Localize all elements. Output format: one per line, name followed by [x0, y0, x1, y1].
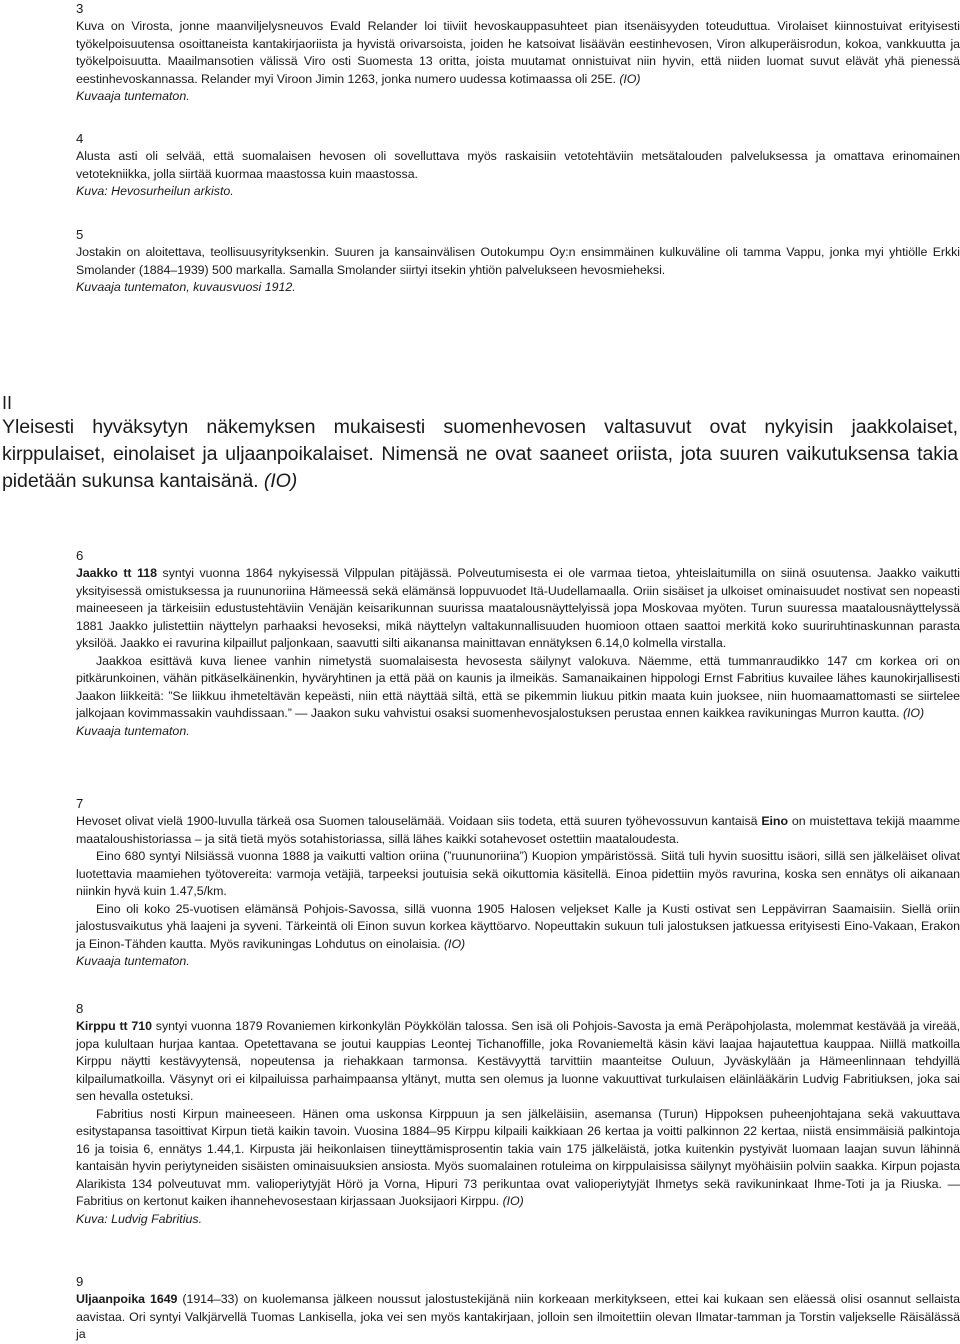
caption-text: Eino 680 syntyi Nilsiässä vuonna 1888 ja vaikutti valtion oriina (”ruununoriina”) Kuopion ympäristössä. Siitä tuli hyvin suosittu isäori, sillä sen jälkeläiset olivat luotettavia maamiehen työtovereita: varmoja vetäjiä, tarpeeksi joutuisia sekä oikuttomia käsitellä. Einoa pidettiin myös ravurina, koska sen ennätys oli aikanaan niinkin hyvä kuin 1.47,5/km.	[76, 849, 960, 898]
caption-text: Alusta asti oli selvää, että suomalaisen hevosen oli sovelluttava myös raskaisiin vetotehtäviin metsätalouden palveluksessa ja omattava erinomainen vetotekniikka, jolla siirtää kuormaa maastossa kuin maastossa.	[76, 149, 960, 181]
photo-credit: Kuvaaja tuntematon.	[76, 954, 190, 968]
caption-9	[76, 1273, 960, 1344]
caption-text: Jaakko tt 118 syntyi vuonna 1864 nykyisessä Vilppulan pitäjässä. Polveutumisesta ei ole varmaa tietoa, yhteislaitumilla on siinä osuutensa. Jaakko vaikutti yksityisessä omistuksessa ja ruununoriina Hämeessä sekä elämänsä loppuvuodet Itä-Uudellamaalla. Oriin sisäiset ja ulkoiset ominaisuudet nostivat sen nopeasti maineeseen ja tärkeisiin edustustehtäviin Venäjän keisarikunnan suurissa maatalousnäyttelyissä jopa Moskovaa myöten. Turun suuressa maatalousnäyttelyssä 1881 Jaakko julistettiin näyttelyn parhaaksi hevoseksi, mikä näyttelyn valtakunnallisuuden huomioon ottaen saattoi merkitä koko suuriruhtinaskunnan parasta yksilöä. Jaakko ei ravurina kilpaillut paljonkaan, saavutti silti aikanansa mainittavan ennätyksen 6.14,0 kolmella virstalla.	[76, 566, 960, 650]
author-initials: (IO)	[502, 1194, 524, 1208]
caption-number: 5	[76, 227, 84, 242]
author-initials: (IO)	[443, 936, 466, 951]
section-number: II	[2, 393, 13, 413]
caption-3	[76, 0, 960, 106]
caption-text: Jaakkoa esittävä kuva lienee vanhin nimetystä suomalaisesta hevosesta säilynyt valokuva. Näemme, että tummanraudikko 147 cm korkea ori on pitkärunkoinen, vähän pitkäselkäinenkin, hyväryhtinen ja että pää on kaunis ja ilmeikäs. Samanaikainen hippologi Ernst Fabritius kuvailee lähes kaunokirjallisesti Jaakon liikkeitä: ”Se liikkuu ihmeteltävän kepeästi, niin että näyttää siltä, että se pikemmin liukuu pitkin maata kuin juoksee, niin huomaamattomasti se siirtelee jalkojaan kovimmassakin vauhdissaan.” — Jaakon suku vahvistui osaksi suomenhevosjalostuksen perustaa ennen kaikkea ravikuningas Murron kautta. (IO)	[76, 653, 960, 720]
caption-number: 6	[76, 548, 84, 563]
caption-8	[76, 1000, 960, 1228]
caption-number: 3	[76, 1, 84, 16]
horse-name: Jaakko tt 118	[76, 566, 157, 580]
caption-text: Hevoset olivat vielä 1900-luvulla tärkeä osa Suomen talouselämää. Voidaan siis todeta, että suuren työhevossuvun kantaisä Eino on muistettava tekijä maamme maataloushistoriassa – ja sitä tietä myös sotahistoriassa, sillä lähes kaikki sotahevoset ostettiin maataloudesta.	[76, 814, 960, 846]
author-initials: (IO)	[902, 706, 925, 720]
caption-number: 8	[76, 1001, 84, 1016]
horse-name: Kirppu tt 710	[76, 1019, 152, 1033]
horse-name: Eino	[761, 814, 788, 828]
caption-text: Kuva on Virosta, jonne maanviljelysneuvos Evald Relander loi tiiviit hevoskauppasuhteet pian itsenäisyyden toteuduttua. Virolaiset kiinnostuivat erityisesti työkelpoisuutensa osoittaneista kantakirjaoriista ja hyvistä orivarsoista, joiden he katsoivat lisäävän eestinhevosen, Viron alkuperäisrodun, kokoa, vankkuutta ja työkelpoisuutta. Maailmansotien välissä Viro osti Suomesta 13 oritta, joista muutamat onnistuivat niin hyvin, että niiden luomat suvut elävät yhä pienessä eestinhevoskannassa. Relander myi Viroon Jimin 1263, jonka numero uudessa kotimaassa oli 25E. (IO)	[76, 19, 960, 86]
caption-number: 4	[76, 131, 84, 146]
author-initials: (IO)	[619, 71, 641, 86]
section-ii	[0, 392, 960, 495]
caption-text: Fabritius nosti Kirpun maineeseen. Hänen oma uskonsa Kirppuun ja sen jälkeläisiin, asemansa (Turun) Hippoksen puheenjohtajana sekä vakuuttava esitystapansa tasoittivat Kirpun tietä kaikin tavoin. Vuosina 1884–95 Kirppu kilpaili kaikkiaan 26 kertaa ja voitti palkinnon 22 kertaa, niistä ensimmäisiä palkintoja 16 ja toisia 6, ennätys 1.44,1. Kirpusta jäi heikonlaisen tiineyttämisprosentin takia vain 175 jälkeläistä, jotka kuitenkin pystyivät luomaan laajan suvun lähinnä kantaisän hyvin periytyneiden sisäisten ominaisuuksien ansiosta. Myös suomalainen rotuleima on kirppulaisissa säilynyt myöhäisiin polviin saakka. Kirpun pojasta Alarikista 134 polveutuvat mm. valioperiytyjät Hörö ja Vorna, Hipuri 73 perikuntaa ovat valioperiytyjät Ihmetys sekä ravikuninkaat Ihme-Toti ja ja Riuska. — Fabritius on kertonut kaiken ihannehevosestaan kirjassaan Juoksijaori Kirppu. (IO)	[76, 1106, 960, 1208]
photo-credit: Kuvaaja tuntematon.	[76, 723, 190, 738]
caption-text: Jostakin on aloitettava, teollisuusyrityksenkin. Suuren ja kansainvälisen Outokumpu Oy:n ensimmäinen kulkuväline oli tamma Vappu, jonka myi yhtiölle Erkki Smolander (1884–1939) 500 markalla. Samalla Smolander siirtyi itsekin yhtiön palvelukseen hevosmieheksi.	[76, 245, 960, 277]
caption-text: Uljaanpoika 1649 (1914–33) on kuolemansa jälkeen noussut jalostustekijänä niin korkeaan merkitykseen, ettei kai kukaan sen eläessä olisi osannut sellaista aavistaa. Ori syntyi Valkjärvellä Tuomas Lankisella, joka vei sen myös kantakirjaan, jolloin sen ilmoitettiin olevan Ilmatar-tamman ja Torstin valjekselle Räisälässä ja	[76, 1292, 960, 1341]
photo-credit: Kuvaaja tuntematon.	[76, 89, 190, 103]
caption-4	[76, 130, 960, 201]
caption-text: Kirppu tt 710 syntyi vuonna 1879 Rovaniemen kirkonkylän Pöykkölän talossa. Sen isä oli Pohjois-Savosta ja emä Peräpohjolasta, molemmat kestävää ja vireää, jopa kulultaan hurjaa kantaa. Opetettavana se joutui kauppias Leontej Tichanoffille, joka Rovaniemeltä käsin kävi laajaa hajautettua kauppaa. Niillä matkoilla Kirppu näytti kestävyytensä, nopeutensa ja riehakkaan tarmonsa. Kestävyyttä tarvittiin maanteitse Ouluun, Jyväskylään ja Hämeenlinnaan tehdyillä kilpailumatkoilla. Väsynyt ori ei kilpailuissa parhaimpaansa yltänyt, mutta sen olemus ja luonne vakuuttivat turkulaisen eläinlääkärin Ludvig Fabritiuksen, joka sai sen hevalla ostetuksi.	[76, 1019, 960, 1103]
caption-5	[76, 226, 960, 297]
photo-credit: Kuva: Hevosurheilun arkisto.	[76, 184, 234, 198]
caption-7	[76, 795, 960, 971]
caption-number: 7	[76, 796, 84, 811]
horse-name: Uljaanpoika 1649	[76, 1292, 178, 1306]
photo-credit: Kuva: Ludvig Fabritius.	[76, 1211, 203, 1226]
caption-number: 9	[76, 1274, 84, 1289]
caption-6	[76, 547, 960, 740]
caption-text: Eino oli koko 25-vuotisen elämänsä Pohjois-Savossa, sillä vuonna 1905 Halosen veljekset Kalle ja Kusti ostivat sen Leppävirran Saamaisiin. Siellä oriin jalostusvaikutus yhä laajeni ja syveni. Tärkeintä oli Einon suvun korkea käyttöarvo. Nopeuttakin sukuun tuli jalostuksen jatkuessa erityisesti Eino-Vakaan, Erakon ja Einon-Tähden kautta. Myös ravikuningas Lohdutus on einolaisia. (IO)	[76, 901, 960, 951]
photo-credit: Kuvaaja tuntematon, kuvausvuosi 1912.	[76, 280, 296, 294]
author-initials: (IO)	[263, 470, 298, 492]
section-intro: Yleisesti hyväksytyn näkemyksen mukaisesti suomenhevosen valtasuvut ovat nykyisin jaakkolaiset, kirppulaiset, einolaiset ja uljaanpoikalaiset. Nimensä ne ovat saaneet oriista, jota suuren vaikutuksensa takia pidetään sukunsa kantaisänä. (IO)	[2, 416, 958, 492]
